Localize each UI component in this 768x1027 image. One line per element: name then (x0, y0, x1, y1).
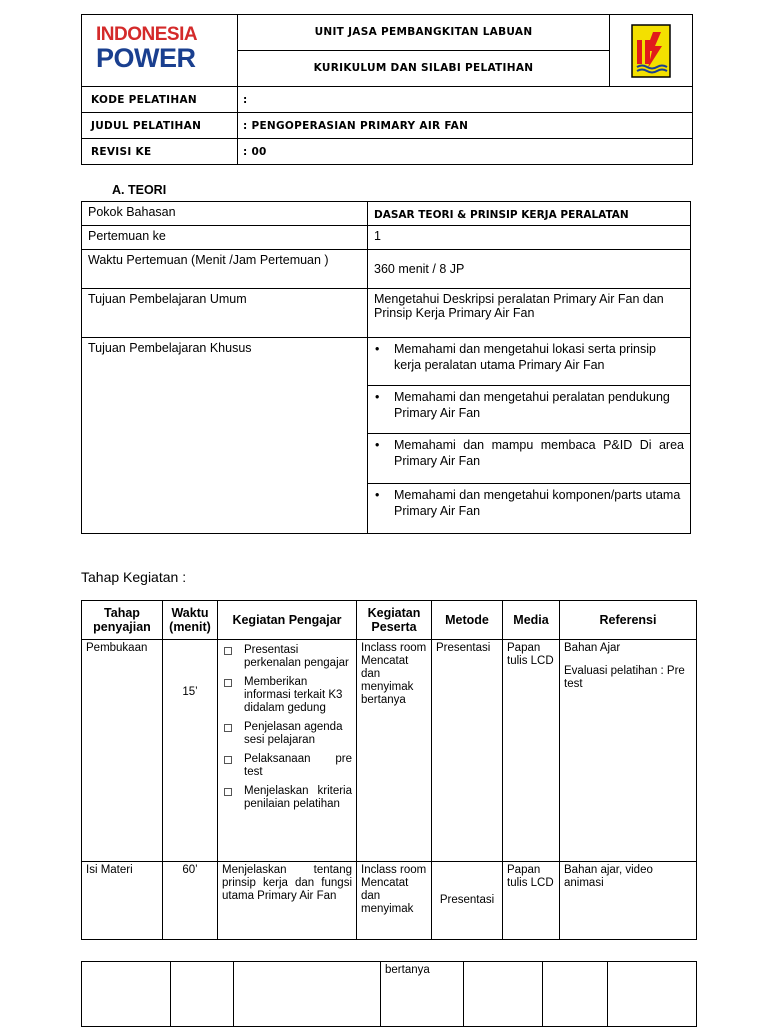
waktu-label: Waktu Pertemuan (Menit /Jam Pertemuan ) (82, 250, 368, 289)
khusus-label: Tujuan Pembelajaran Khusus (82, 338, 368, 534)
row1-referensi (560, 640, 697, 862)
khusus-item-1: • Memahami dan mengetahui lokasi serta prinsip kerja peralatan utama Primary Air Fan (368, 338, 691, 386)
cont-media (543, 962, 608, 1027)
row2-metode: Presentasi (432, 862, 503, 940)
pokok-value: DASAR TEORI & PRINSIP KERJA PERALATAN (368, 202, 691, 226)
row2-referensi: Bahan ajar, video animasi (560, 862, 697, 940)
logo-line-2: POWER (96, 43, 196, 73)
kode-label: KODE PELATIHAN (82, 87, 238, 113)
kegiatan-table (81, 600, 697, 940)
cont-tahap (82, 962, 171, 1027)
row2-media: Papan tulis LCD (503, 862, 560, 940)
section-a-title: A. TEORI (112, 183, 167, 197)
header-table (81, 14, 693, 165)
cont-waktu (171, 962, 234, 1027)
pengajar-item: Menjelaskan kriteria penilaian pelatihan (222, 785, 352, 811)
cont-pengajar (234, 962, 381, 1027)
tahap-kegiatan-title: Tahap Kegiatan : (81, 569, 187, 585)
khusus-item-2: • Memahami dan mengetahui peralatan pendukung Primary Air Fan (368, 386, 691, 434)
unit-name: UNIT JASA PEMBANGKITAN LABUAN (238, 15, 610, 51)
pln-emblem-icon (631, 24, 671, 78)
pengajar-item: Pelaksanaan pre test (222, 753, 352, 779)
row2-pengajar: Menjelaskan tentang prinsip kerja dan fungsi utama Primary Air Fan (218, 862, 357, 940)
row1-metode: Presentasi (432, 640, 503, 862)
umum-label: Tujuan Pembelajaran Umum (82, 289, 368, 338)
pokok-label: Pokok Bahasan (82, 202, 368, 226)
row1-tahap: Pembukaan (82, 640, 163, 862)
row2-tahap: Isi Materi (82, 862, 163, 940)
company-logo-cell (82, 15, 238, 87)
pertemuan-label: Pertemuan ke (82, 226, 368, 250)
col-pengajar: Kegiatan Pengajar (218, 601, 357, 640)
cont-peserta: bertanya (381, 962, 464, 1027)
pengajar-item: Penjelasan agenda sesi pelajaran (222, 721, 352, 747)
col-peserta: Kegiatan Peserta (357, 601, 432, 640)
row1-peserta: Inclass room Mencatat dan menyimak bertanya (357, 640, 432, 862)
indonesia-power-logo (96, 25, 218, 77)
emblem-cell (610, 15, 693, 87)
kegiatan-table-continued (81, 961, 697, 1027)
revisi-label: REVISI KE (82, 139, 238, 165)
waktu-value: 360 menit / 8 JP (368, 250, 691, 289)
col-metode: Metode (432, 601, 503, 640)
logo-line-1: INDONESIA (96, 24, 198, 45)
referensi-evaluasi: Evaluasi pelatihan : Pre test (564, 665, 685, 690)
row1-media: Papan tulis LCD (503, 640, 560, 862)
document-subtitle: KURIKULUM DAN SILABI PELATIHAN (238, 51, 610, 87)
judul-value: : PENGOPERASIAN PRIMARY AIR FAN (238, 113, 693, 139)
khusus-item-4: • Memahami dan mengetahui komponen/parts utama Primary Air Fan (368, 484, 691, 534)
cont-referensi (608, 962, 697, 1027)
row1-waktu: 15’ (163, 640, 218, 862)
col-waktu: Waktu (menit) (163, 601, 218, 640)
teori-table (81, 201, 691, 534)
kode-value: : (238, 87, 693, 113)
cont-metode (464, 962, 543, 1027)
revisi-value: : 00 (238, 139, 693, 165)
col-tahap: Tahap penyajian (82, 601, 163, 640)
pengajar-item: Presentasi perkenalan pengajar (222, 644, 352, 670)
col-media: Media (503, 601, 560, 640)
pengajar-item: Memberikan informasi terkait K3 didalam gedung (222, 676, 352, 715)
referensi-bahan-ajar: Bahan Ajar (564, 642, 621, 654)
judul-label: JUDUL PELATIHAN (82, 113, 238, 139)
col-referensi: Referensi (560, 601, 697, 640)
pertemuan-value: 1 (368, 226, 691, 250)
row2-waktu: 60’ (163, 862, 218, 940)
row2-peserta: Inclass room Mencatat dan menyimak (357, 862, 432, 940)
khusus-item-3: • Memahami dan mampu membaca P&ID Di area Primary Air Fan (368, 434, 691, 484)
row1-pengajar (218, 640, 357, 862)
umum-value: Mengetahui Deskripsi peralatan Primary Air Fan dan Prinsip Kerja Primary Air Fan (368, 289, 691, 338)
